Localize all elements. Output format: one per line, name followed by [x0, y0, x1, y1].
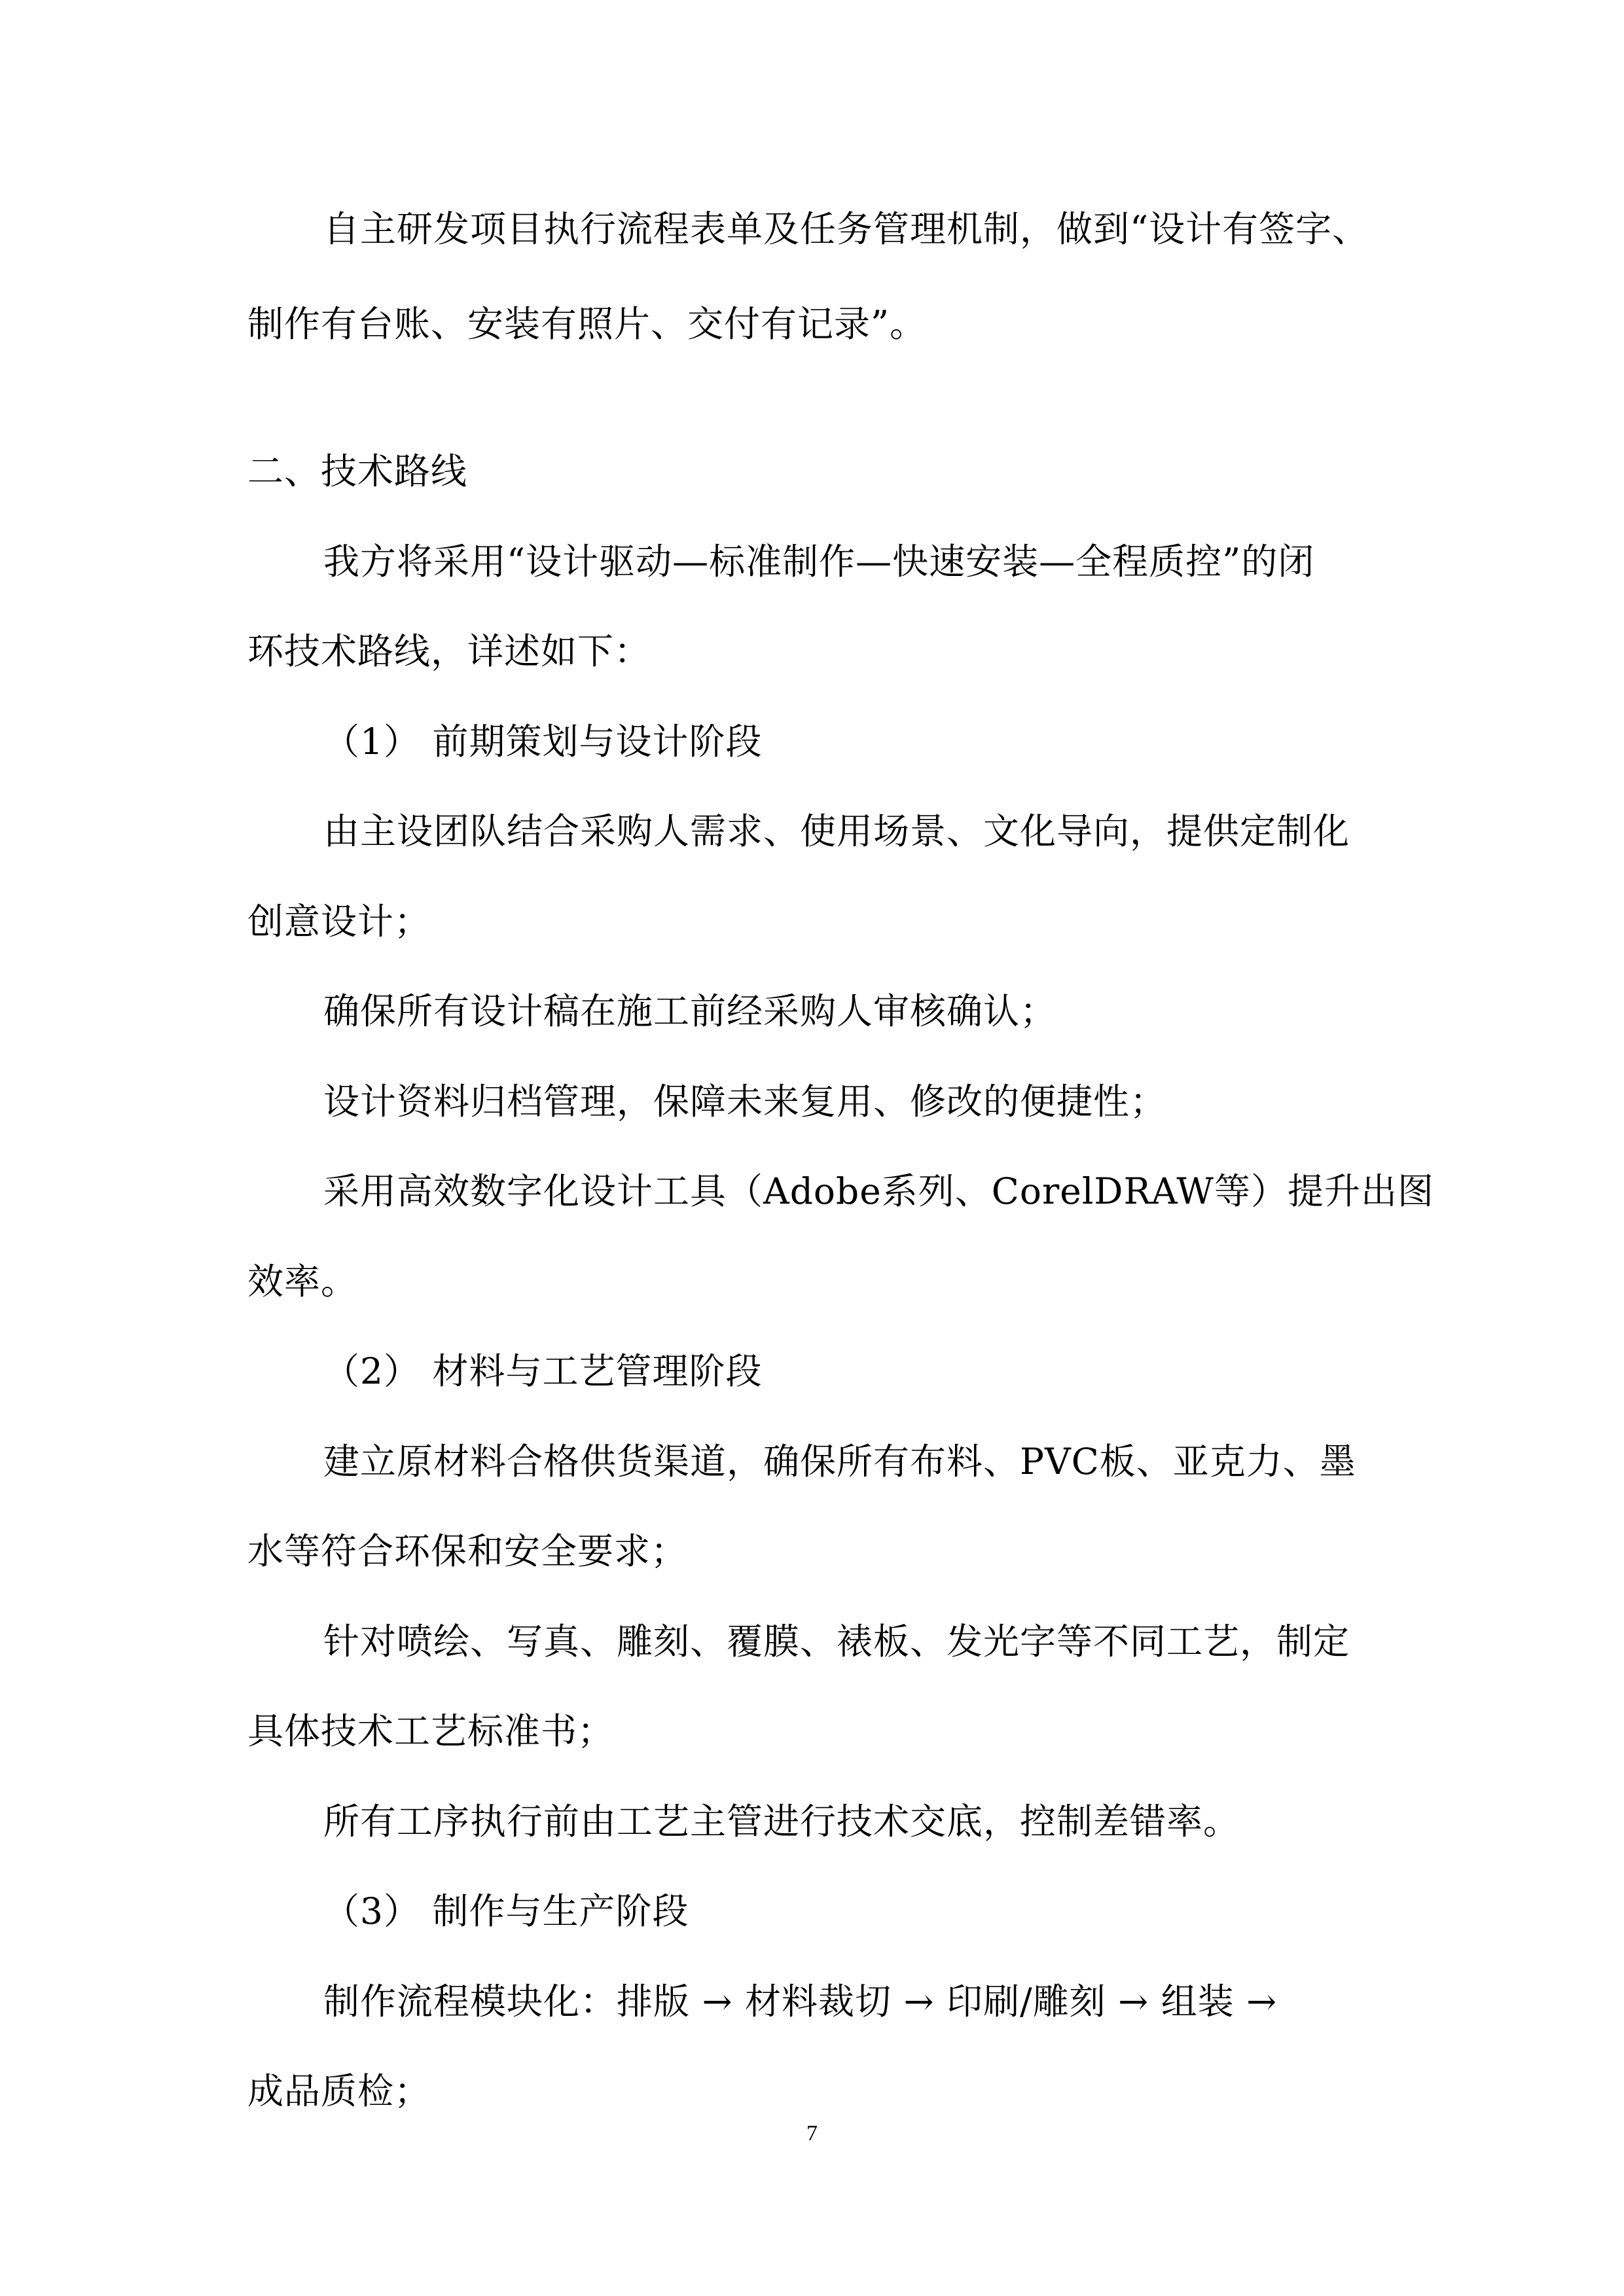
paragraph-line-13: 针对喷绘、写真、雕刻、覆膜、裱板、发光字等不同工艺，制定: [323, 1621, 1350, 1662]
section-heading: 二、技术路线: [247, 450, 468, 492]
paragraph-line-1: 自主研发项目执行流程表单及任务管理机制，做到“设计有签字、: [323, 208, 1369, 250]
subheading-3: （3） 制作与生产阶段: [323, 1890, 689, 1932]
paragraph-line-10: 效率。: [247, 1261, 358, 1302]
paragraph-line-11: 建立原材料合格供货渠道，确保所有布料、PVC板、亚克力、墨: [323, 1441, 1356, 1482]
paragraph-line-12: 水等符合环保和安全要求；: [247, 1530, 688, 1572]
paragraph-line-6: 创意设计；: [247, 901, 431, 942]
paragraph-line-3: 我方将采用“设计驱动—标准制作—快速安装—全程质控”的闭: [323, 541, 1315, 583]
paragraph-line-8: 设计资料归档管理，保障未来复用、修改的便捷性；: [323, 1081, 1167, 1122]
paragraph-line-17: 成品质检；: [247, 2070, 431, 2112]
paragraph-line-4: 环技术路线，详述如下：: [247, 630, 651, 672]
paragraph-line-2: 制作有台账、安装有照片、交付有记录”。: [247, 303, 927, 345]
subheading-2: （2） 材料与工艺管理阶段: [323, 1350, 763, 1392]
paragraph-line-7: 确保所有设计稿在施工前经采购人审核确认；: [323, 990, 1057, 1032]
paragraph-line-9: 采用高效数字化设计工具（Adobe系列、CorelDRAW等）提升出图: [323, 1170, 1434, 1212]
page-number: 7: [806, 2121, 818, 2145]
paragraph-line-5: 由主设团队结合采购人需求、使用场景、文化导向，提供定制化: [323, 810, 1350, 852]
subheading-1: （1） 前期策划与设计阶段: [323, 721, 763, 762]
paragraph-line-14: 具体技术工艺标准书；: [247, 1710, 615, 1752]
paragraph-line-15: 所有工序执行前由工艺主管进行技术交底，控制差错率。: [323, 1801, 1240, 1842]
paragraph-line-16: 制作流程模块化：排版 → 材料裁切 → 印刷/雕刻 → 组装 →: [323, 1981, 1278, 2022]
